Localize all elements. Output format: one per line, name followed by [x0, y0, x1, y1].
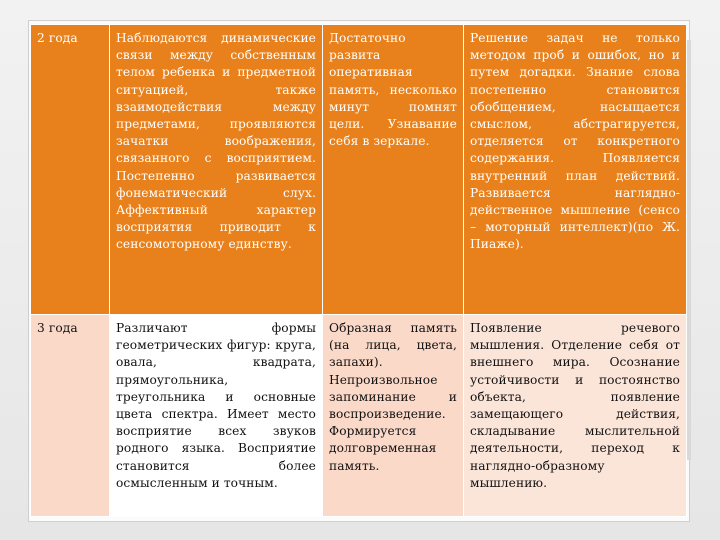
memory-cell: Образная память (на лица, цвета, запахи). Непроизвольное запоминание и воспроизведение. Формируется долговременная память. [323, 315, 464, 517]
memory-cell: Достаточно развита оперативная память, несколько минут помнят цели. Узнавание себя в зеркале. [323, 25, 464, 315]
table-row [31, 25, 687, 315]
age-cell: 2 года [31, 25, 110, 315]
thinking-cell: Появление речевого мышления. Отделение себя от внешнего мира. Осознание устойчивости и постоянство объекта, появление замещающего действия, складывание мыслительной деятельности, переход к наглядно-образному мышлению. [464, 315, 687, 517]
age-cell: 3 года [31, 315, 110, 517]
development-table [30, 24, 687, 517]
table-row [31, 315, 687, 517]
perception-cell: Наблюдаются динамические связи между собственным телом ребенка и предметной ситуацией, также взаимодействия между предметами, проявляются зачатки воображения, связанного с восприятием. Постепенно развивается фонематический слух. Аффективный характер восприятия приводит к сенсомоторному единству. [110, 25, 323, 315]
thinking-cell: Решение задач не только методом проб и ошибок, но и путем догадки. Знание слова постепенно становится обобщением, насыщается смыслом, абстрагируется, отделяется от конкретного содержания. Появляется внутренний план действий. Развивается наглядно-действенное мышление (сенсо – моторный интеллект)(по Ж. Пиаже). [464, 25, 687, 315]
perception-cell: Различают формы геометрических фигур: круга, овала, квадрата, прямоугольника, треугольника и основные цвета спектра. Имеет место восприятие всех звуков родного языка. Восприятие становится более осмысленным и точным. [110, 315, 323, 517]
